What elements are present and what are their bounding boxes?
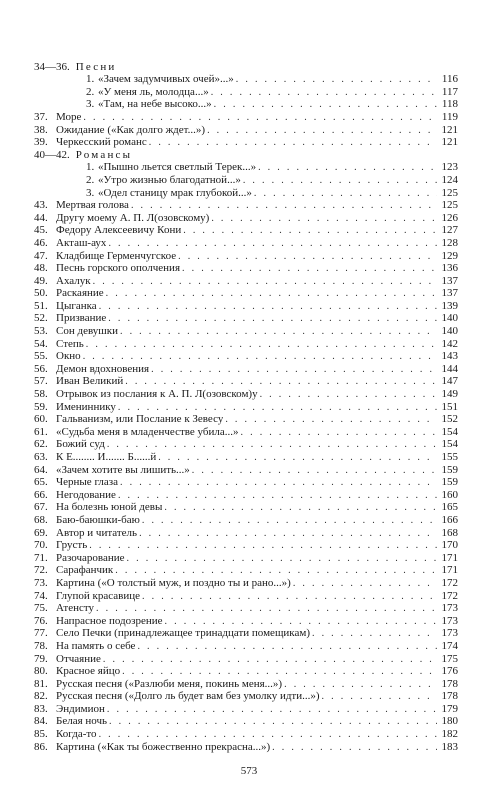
entry-page: 117 xyxy=(441,85,458,98)
dot-leader xyxy=(83,113,437,123)
entry-number: 77. xyxy=(34,627,48,640)
entry-number: 83. xyxy=(34,702,48,715)
toc-entry xyxy=(34,576,458,589)
entry-number: 2. xyxy=(86,173,95,186)
toc-entry xyxy=(34,136,458,149)
dot-leader xyxy=(312,629,437,639)
dot-leader xyxy=(120,327,437,337)
entry-page: 152 xyxy=(441,413,458,426)
entry-title: Русская песня («Разлюби меня, покинь меня...») xyxy=(56,678,283,690)
toc-entry xyxy=(34,526,458,539)
entry-page: 121 xyxy=(441,136,458,149)
entry-page: 149 xyxy=(441,388,458,401)
dot-leader xyxy=(284,680,437,690)
entry-page: 140 xyxy=(441,312,458,325)
entry-page: 125 xyxy=(441,199,458,212)
entry-title: Романсы xyxy=(75,149,133,161)
toc-section-heading xyxy=(34,148,458,161)
entry-number: 58. xyxy=(34,388,48,401)
dot-leader xyxy=(142,516,437,526)
dot-leader xyxy=(272,743,437,753)
toc-entry xyxy=(34,476,458,489)
entry-number: 49. xyxy=(34,274,48,287)
entry-page: 129 xyxy=(441,249,458,262)
entry-page: 175 xyxy=(441,652,458,665)
entry-number: 80. xyxy=(34,665,48,678)
dot-leader xyxy=(107,440,437,450)
dot-leader xyxy=(211,88,437,98)
entry-number: 47. xyxy=(34,249,48,262)
entry-number: 3. xyxy=(86,186,95,199)
dot-leader xyxy=(108,314,437,324)
entry-title: Глупой красавице xyxy=(56,590,141,602)
toc-entry xyxy=(34,375,458,388)
entry-page: 172 xyxy=(441,576,458,589)
dot-leader xyxy=(131,201,437,211)
entry-number: 66. xyxy=(34,488,48,501)
entry-number: 38. xyxy=(34,123,48,136)
toc-entry xyxy=(34,727,458,740)
dot-leader xyxy=(118,491,437,501)
entry-number: 2. xyxy=(86,85,95,98)
entry-title: Русская песня («Долго ль будет вам без умолку идти...») xyxy=(56,691,320,703)
entry-title: Другу моему А. П. Л(озовскому) xyxy=(56,212,210,224)
entry-title: «Судьба меня в младенчестве убила...» xyxy=(56,426,239,438)
toc-entry xyxy=(34,589,458,602)
toc-entry xyxy=(34,400,458,413)
toc-entry xyxy=(34,362,458,375)
toc-section-heading xyxy=(34,60,458,73)
entry-title: Баю-баюшки-баю xyxy=(56,514,140,526)
entry-page: 160 xyxy=(441,488,458,501)
entry-number: 76. xyxy=(34,614,48,627)
entry-page: 182 xyxy=(441,728,458,741)
toc-entry xyxy=(34,488,458,501)
entry-page: 168 xyxy=(441,526,458,539)
entry-page: 155 xyxy=(441,451,458,463)
entry-title: «Зачем хотите вы лишить...» xyxy=(56,464,190,476)
toc-entry xyxy=(34,173,458,186)
entry-page: 119 xyxy=(441,110,458,123)
toc-entry xyxy=(34,224,458,237)
toc-entry xyxy=(34,161,458,174)
entry-page: 174 xyxy=(441,639,458,652)
toc-entry xyxy=(34,715,458,728)
entry-title: Сарафанчик xyxy=(56,565,114,577)
dot-leader xyxy=(178,252,437,262)
entry-title: Гальванизм, или Послание к Зевесу xyxy=(56,414,224,426)
toc-entry xyxy=(34,123,458,136)
entry-title: Разочарование xyxy=(56,552,125,564)
entry-title: Автор и читатель xyxy=(56,527,138,539)
entry-title: Раскаяние xyxy=(56,288,104,300)
entry-page: 147 xyxy=(441,375,458,388)
entry-title: Черкесский романс xyxy=(56,137,147,149)
toc-entry xyxy=(34,677,458,690)
dot-leader xyxy=(207,126,437,136)
entry-number: 3. xyxy=(86,98,95,111)
dot-leader xyxy=(107,705,437,715)
toc-entry xyxy=(34,274,458,287)
entry-number: 56. xyxy=(34,362,48,375)
toc-entry xyxy=(34,539,458,552)
entry-page: 136 xyxy=(441,262,458,275)
entry-page: 124 xyxy=(441,173,458,186)
entry-page: 173 xyxy=(441,602,458,615)
entry-page: 166 xyxy=(441,513,458,526)
entry-title: Село Печки (принадлежащее тринадцати помещикам) xyxy=(56,628,310,640)
toc-entry xyxy=(34,639,458,652)
dot-leader xyxy=(99,730,437,740)
dot-leader xyxy=(164,503,437,513)
toc-entry xyxy=(34,299,458,312)
entry-page: 173 xyxy=(441,614,458,627)
toc-entry xyxy=(34,665,458,678)
entry-page: 183 xyxy=(441,740,458,753)
entry-page: 154 xyxy=(441,438,458,451)
entry-title: Иван Великий xyxy=(56,376,124,388)
entry-number: 59. xyxy=(34,400,48,413)
toc-entry xyxy=(34,614,458,627)
toc-entry xyxy=(34,324,458,337)
toc-entry xyxy=(34,652,458,665)
dot-leader xyxy=(86,340,437,350)
toc-entry xyxy=(34,501,458,514)
toc-entry xyxy=(34,387,458,400)
entry-title: К Е........ И....... Б......й xyxy=(56,452,157,463)
dot-leader xyxy=(108,239,437,249)
entry-page: 170 xyxy=(441,539,458,552)
toc-entry xyxy=(34,450,458,463)
entry-number: 55. xyxy=(34,350,48,363)
dot-leader xyxy=(151,365,437,375)
entry-title: На болезнь юной девы xyxy=(56,502,163,514)
entry-page: 144 xyxy=(441,362,458,375)
entry-page: 159 xyxy=(441,476,458,489)
entry-title: Атенсту xyxy=(56,603,95,615)
toc-entry xyxy=(34,564,458,577)
entry-page: 125 xyxy=(441,186,458,199)
dot-leader xyxy=(182,264,437,274)
entry-page: 171 xyxy=(441,551,458,564)
entry-page: 118 xyxy=(441,98,458,111)
entry-number: 73. xyxy=(34,576,48,589)
entry-page: 178 xyxy=(441,690,458,703)
entry-number: 50. xyxy=(34,287,48,300)
entry-number: 48. xyxy=(34,262,48,275)
entry-title: Божий суд xyxy=(56,439,105,451)
toc-entry xyxy=(34,740,458,753)
entry-page: 173 xyxy=(441,627,458,640)
entry-number: 85. xyxy=(34,728,48,741)
entry-page: 123 xyxy=(441,161,458,174)
entry-number: 75. xyxy=(34,602,48,615)
entry-number: 1. xyxy=(86,73,95,86)
dot-leader xyxy=(241,428,438,438)
entry-title: Окно xyxy=(56,351,81,363)
entry-number: 79. xyxy=(34,652,48,665)
dot-leader xyxy=(83,352,437,362)
entry-page: 127 xyxy=(441,224,458,237)
entry-title: Ожидание («Как долго ждет...») xyxy=(56,124,206,136)
entry-title: Черные глаза xyxy=(56,477,118,489)
dot-leader xyxy=(158,453,437,463)
entry-title: «Пышно льется светлый Терек...» xyxy=(98,162,257,174)
toc-entry xyxy=(34,513,458,526)
entry-number: 69. xyxy=(34,526,48,539)
entry-title: Цыганка xyxy=(56,300,97,312)
entry-page: 176 xyxy=(441,665,458,678)
toc-entry xyxy=(34,551,458,564)
entry-title: Когда-то xyxy=(56,729,97,741)
entry-title: Картина («О толстый муж, и поздно ты и рано...») xyxy=(56,577,291,589)
entry-title: Красное яйцо xyxy=(56,666,121,678)
dot-leader xyxy=(99,302,437,312)
entry-page: 142 xyxy=(441,337,458,350)
toc-entry xyxy=(34,110,458,123)
dot-leader xyxy=(214,100,437,110)
entry-title: Отрывок из послания к А. П. Л(озовском)у xyxy=(56,389,258,401)
toc-entry xyxy=(34,627,458,640)
entry-number: 43. xyxy=(34,199,48,212)
entry-number: 61. xyxy=(34,425,48,438)
entry-page: 137 xyxy=(441,274,458,287)
toc-entry xyxy=(34,337,458,350)
dot-leader xyxy=(125,377,437,387)
entry-title: Сон девушки xyxy=(56,326,118,338)
entry-page: 159 xyxy=(441,463,458,476)
entry-number: 46. xyxy=(34,236,48,249)
entry-title: Кладбище Герменчугское xyxy=(56,250,177,262)
entry-page: 179 xyxy=(441,702,458,715)
dot-leader xyxy=(243,176,437,186)
entry-title: Имениннику xyxy=(56,401,116,413)
entry-number: 60. xyxy=(34,413,48,426)
toc-entry xyxy=(34,236,458,249)
dot-leader xyxy=(142,592,437,602)
entry-page: 172 xyxy=(441,589,458,602)
entry-page: 126 xyxy=(441,211,458,224)
entry-number: 70. xyxy=(34,539,48,552)
toc-entry xyxy=(34,312,458,325)
toc-entry xyxy=(34,73,458,86)
entry-number: 1. xyxy=(86,161,95,174)
entry-number: 71. xyxy=(34,551,48,564)
entry-number: 44. xyxy=(34,211,48,224)
entry-number: 57. xyxy=(34,375,48,388)
toc-entry xyxy=(34,186,458,199)
entry-title: «Там, на небе высоко...» xyxy=(98,99,212,111)
dot-leader xyxy=(254,189,437,199)
table-of-contents xyxy=(34,60,458,753)
entry-title: Акташ-аух xyxy=(56,237,107,249)
entry-number: 72. xyxy=(34,564,48,577)
dot-leader xyxy=(127,554,438,564)
entry-title: Песни xyxy=(75,61,117,73)
entry-page: 151 xyxy=(441,400,458,413)
entry-page: 171 xyxy=(441,564,458,577)
entry-title: Море xyxy=(56,111,82,123)
entry-number: 52. xyxy=(34,312,48,325)
toc-entry xyxy=(34,85,458,98)
entry-page: 116 xyxy=(441,73,458,86)
toc-entry xyxy=(34,287,458,300)
dot-leader xyxy=(109,717,437,727)
dot-leader xyxy=(120,478,437,488)
entry-page: 139 xyxy=(441,299,458,312)
entry-number: 74. xyxy=(34,589,48,602)
toc-entry xyxy=(34,350,458,363)
toc-entry xyxy=(34,702,458,715)
entry-page: 121 xyxy=(441,123,458,136)
entry-number: 39. xyxy=(34,136,48,149)
toc-entry xyxy=(34,98,458,111)
toc-entry xyxy=(34,199,458,212)
entry-number: 63. xyxy=(34,451,48,463)
entry-number: 82. xyxy=(34,690,48,703)
toc-entry xyxy=(34,262,458,275)
dot-leader xyxy=(192,466,437,476)
toc-entry xyxy=(34,463,458,476)
dot-leader xyxy=(103,655,437,665)
entry-number: 65. xyxy=(34,476,48,489)
dot-leader xyxy=(322,692,437,702)
dot-leader xyxy=(96,604,437,614)
dot-leader xyxy=(122,667,437,677)
page-number: 573 xyxy=(240,765,258,777)
dot-leader xyxy=(115,566,437,576)
entry-title: «Утро жизнью благодатной...» xyxy=(98,174,241,186)
entry-title: Демон вдохновения xyxy=(56,363,150,375)
toc-entry xyxy=(34,425,458,438)
dot-leader xyxy=(260,390,437,400)
entry-title: Грусть xyxy=(56,540,88,552)
dot-leader xyxy=(258,163,437,173)
dot-leader xyxy=(93,277,437,287)
entry-title: Картина («Как ты божественно прекрасна...») xyxy=(56,741,271,753)
entry-number: 64. xyxy=(34,463,48,476)
toc-entry xyxy=(34,413,458,426)
toc-entry xyxy=(34,249,458,262)
entry-number: 86. xyxy=(34,740,48,753)
dot-leader xyxy=(183,226,437,236)
entry-number: 84. xyxy=(34,715,48,728)
entry-number: 45. xyxy=(34,224,48,237)
entry-number: 62. xyxy=(34,438,48,451)
entry-title: Напрасное подозрение xyxy=(56,615,163,627)
entry-title: «У меня ль, молодца...» xyxy=(98,86,209,98)
dot-leader xyxy=(89,541,437,551)
toc-entry xyxy=(34,438,458,451)
entry-page: 178 xyxy=(441,677,458,690)
entry-page: 143 xyxy=(441,350,458,363)
entry-title: Песнь горского ополчения xyxy=(56,263,181,275)
dot-leader xyxy=(149,138,437,148)
entry-title: «Одел станицу мрак глубокой...» xyxy=(98,187,252,199)
dot-leader xyxy=(137,642,437,652)
entry-page: 154 xyxy=(441,425,458,438)
entry-title: Ахалук xyxy=(56,275,91,287)
dot-leader xyxy=(211,214,437,224)
entry-page: 140 xyxy=(441,325,458,338)
entry-number: 51. xyxy=(34,299,48,312)
entry-number: 53. xyxy=(34,325,48,338)
entry-number: 68. xyxy=(34,513,48,526)
dot-leader xyxy=(225,415,437,425)
entry-title: Федору Алексеевичу Кони xyxy=(56,225,182,237)
dot-leader xyxy=(165,617,437,627)
entry-title: Белая ночь xyxy=(56,716,108,728)
entry-number: 34—36. xyxy=(34,60,70,73)
entry-number: 54. xyxy=(34,337,48,350)
dot-leader xyxy=(118,403,437,413)
entry-title: Эндимион xyxy=(56,703,105,715)
dot-leader xyxy=(293,579,437,589)
toc-entry xyxy=(34,602,458,615)
dot-leader xyxy=(139,529,437,539)
entry-number: 78. xyxy=(34,639,48,652)
toc-entry xyxy=(34,211,458,224)
entry-title: Мертвая голова xyxy=(56,200,129,212)
entry-number: 81. xyxy=(34,677,48,690)
entry-title: На память о себе xyxy=(56,640,136,652)
entry-title: Негодование xyxy=(56,489,116,501)
entry-number: 40—42. xyxy=(34,148,70,161)
entry-title: «Зачем задумчивых очей»...» xyxy=(98,74,234,86)
entry-title: Отчаяние xyxy=(56,653,101,665)
entry-title: Степь xyxy=(56,338,84,350)
dot-leader xyxy=(106,289,437,299)
entry-number: 37. xyxy=(34,110,48,123)
entry-page: 128 xyxy=(441,236,458,249)
entry-page: 137 xyxy=(441,287,458,300)
entry-page: 180 xyxy=(441,715,458,728)
dot-leader xyxy=(236,75,437,85)
entry-page: 165 xyxy=(441,501,458,514)
toc-entry xyxy=(34,690,458,703)
entry-number: 67. xyxy=(34,501,48,514)
entry-title: Призвание xyxy=(56,313,107,325)
